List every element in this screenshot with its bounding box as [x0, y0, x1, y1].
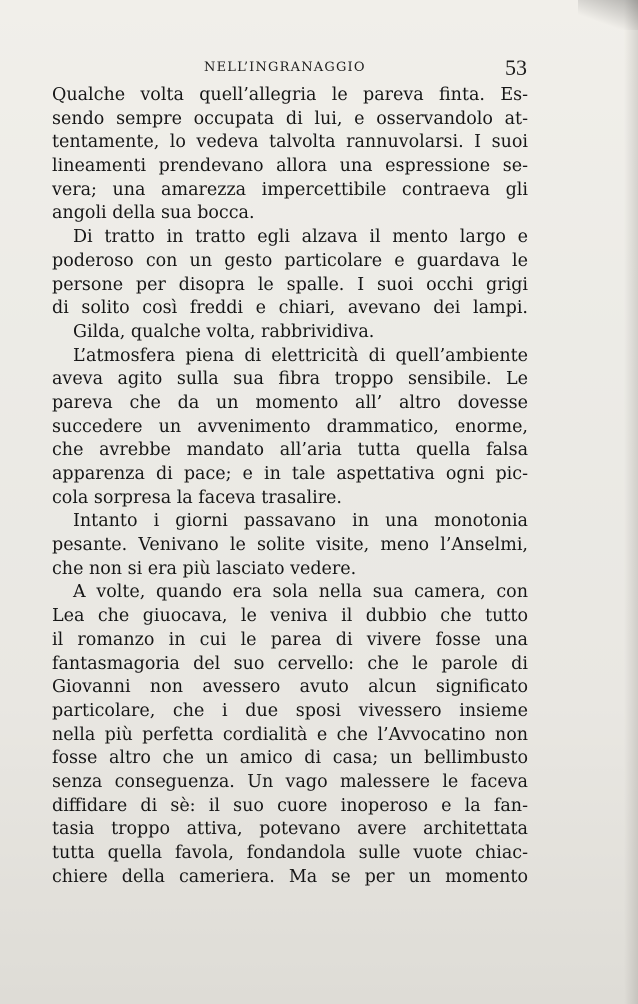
- text-line: succedere un avvenimento drammatico, enorme,: [52, 416, 528, 437]
- page-number: 53: [505, 55, 527, 80]
- body-text: [52, 84, 528, 889]
- text-line: A volte, quando era sola nella sua camera, con: [73, 582, 528, 603]
- text-line: particolare, che i due sposi vivessero insieme: [52, 700, 528, 721]
- text-line: chiere della cameriera. Ma se per un momento: [52, 866, 528, 887]
- text-line: tutta quella favola, fondandola sulle vuote chiac-: [52, 843, 528, 863]
- text-line: diffidare di sè: il suo cuore inoperoso e la fan-: [52, 795, 528, 816]
- text-line: nella più perfetta cordialità e che l’Avvocatino non: [52, 724, 528, 745]
- text-line: aveva agito sulla sua fibra troppo sensibile. Le: [52, 369, 528, 390]
- text-line: sendo sempre occupata di lui, e osservandolo at-: [52, 108, 528, 129]
- page-corner-shadow: [578, 0, 638, 30]
- text-line: apparenza di pace; e in tale aspettativa ogni pic-: [52, 464, 528, 484]
- text-line: pareva che da un momento all’ altro dovesse: [52, 392, 528, 413]
- text-line: Di tratto in tratto egli alzava il mento largo e: [73, 227, 528, 248]
- text-line: tentamente, lo vedeva talvolta rannuvolarsi. I suoi: [52, 132, 528, 153]
- text-line: di solito così freddi e chiari, avevano dei lampi.: [52, 298, 528, 319]
- running-head: [52, 57, 527, 83]
- text-line: Qualche volta quell’allegria le pareva finta. Es-: [52, 85, 528, 105]
- text-line: Lea che giuocava, le veniva il dubbio che tutto: [52, 606, 528, 627]
- text-line: che avrebbe mandato all’aria tutta quella falsa: [52, 440, 528, 461]
- text-line: poderoso con un gesto particolare e guardava le: [52, 250, 528, 271]
- text-line: vera; una amarezza impercettibile contraeva gli: [52, 179, 528, 200]
- text-line: tasia troppo attiva, potevano avere architettata: [52, 819, 528, 840]
- text-line: pesante. Venivano le solite visite, meno l’Anselmi,: [52, 535, 528, 556]
- text-line: senza conseguenza. Un vago malessere le faceva: [52, 771, 528, 792]
- text-line: lineamenti prendevano allora una espressione se-: [52, 156, 528, 177]
- text-line: angoli della sua bocca.: [52, 203, 255, 224]
- text-line: Giovanni non avessero avuto alcun significato: [52, 677, 528, 698]
- text-line: L’atmosfera piena di elettricità di quell’ambiente: [73, 345, 528, 366]
- page-edge-shadow: [624, 0, 638, 1004]
- running-head-title: NELL’INGRANAGGIO: [204, 60, 366, 75]
- text-line: cola sorpresa la faceva trasalire.: [52, 487, 342, 508]
- text-line: che non si era più lasciato vedere.: [52, 558, 357, 579]
- text-line: fosse altro che un amico di casa; un bellimbusto: [52, 748, 528, 769]
- text-line: fantasmagoria del suo cervello: che le parole di: [52, 653, 528, 674]
- text-line: persone per disopra le spalle. I suoi occhi grigi: [52, 274, 528, 295]
- text-line: il romanzo in cui le parea di vivere fosse una: [52, 629, 528, 650]
- text-line: Gilda, qualche volta, rabbrividiva.: [73, 321, 375, 342]
- text-line: Intanto i giorni passavano in una monotonia: [73, 511, 528, 532]
